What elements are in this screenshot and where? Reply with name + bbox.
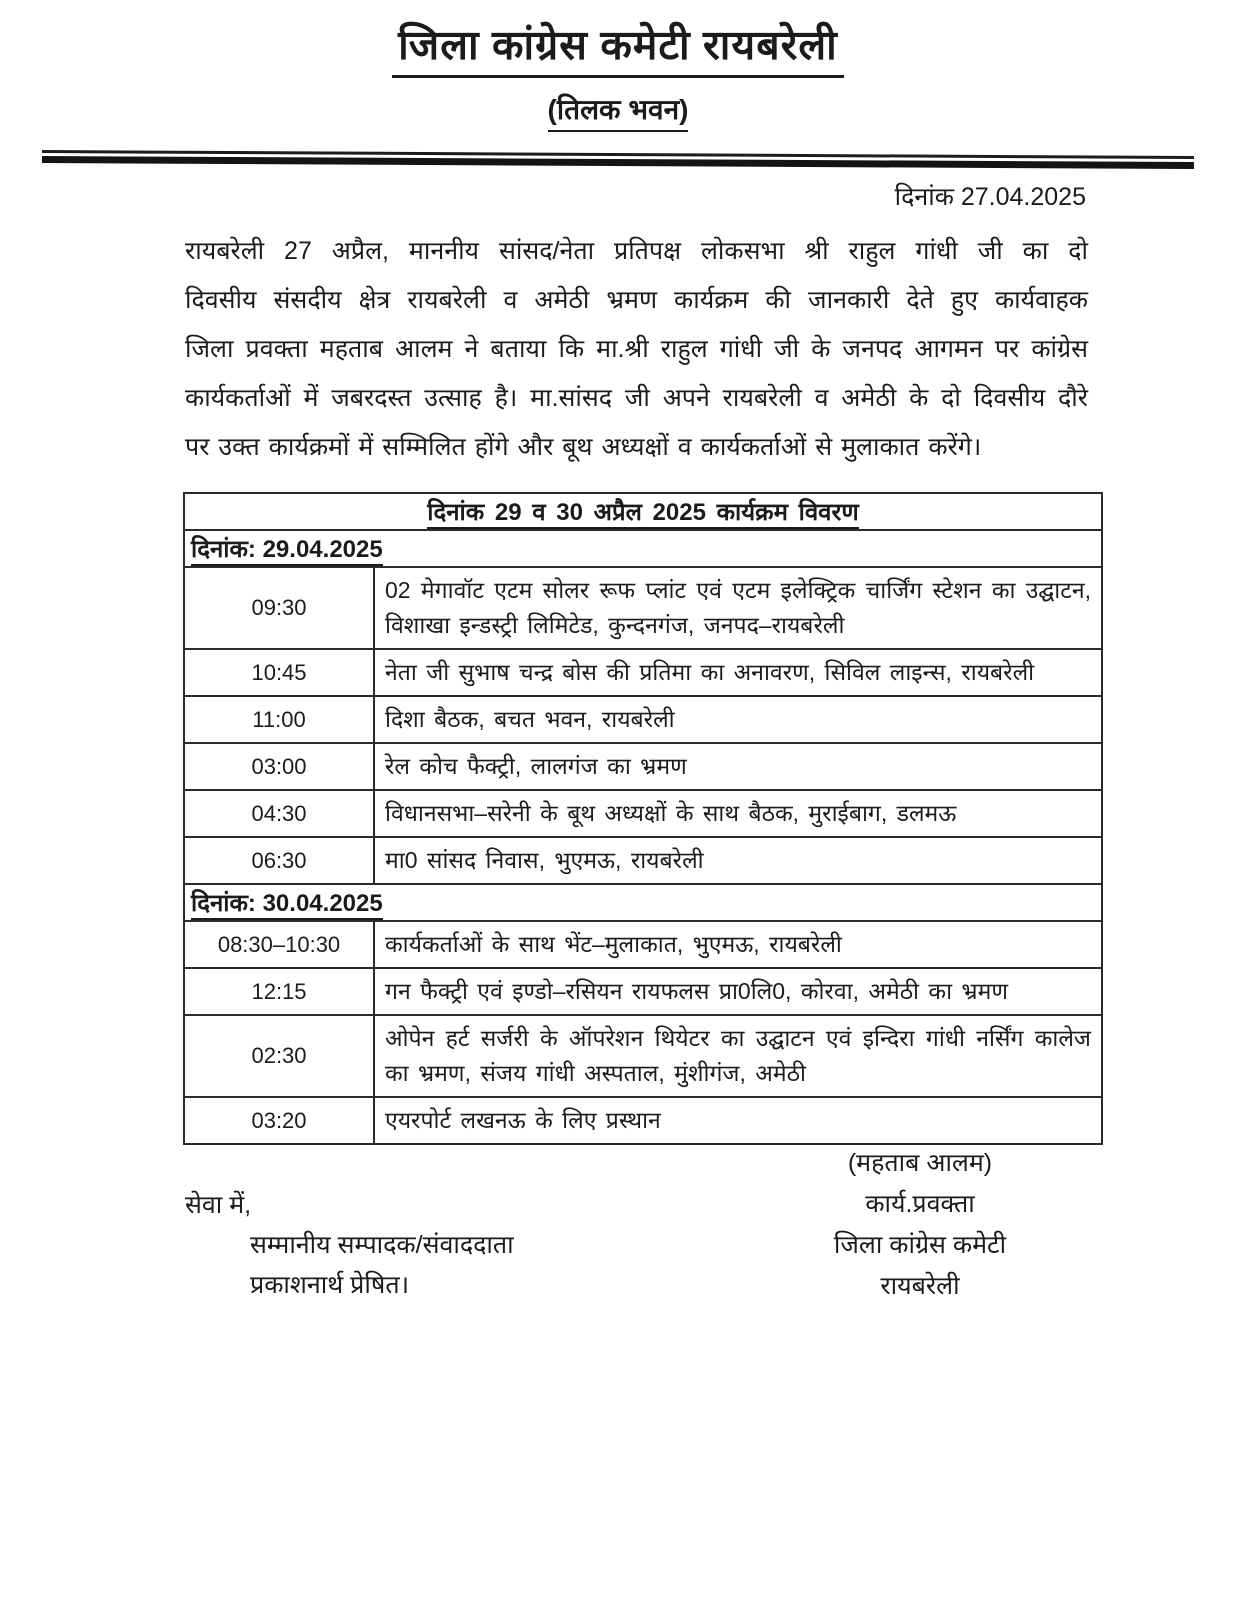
- table-row: [184, 1015, 1102, 1097]
- day2-date-label: दिनांक: 30.04.2025: [191, 890, 383, 920]
- event-description: दिशा बैठक, बचत भवन, रायबरेली: [374, 696, 1102, 743]
- table-row: [184, 921, 1102, 968]
- signature-block: [770, 1143, 1070, 1307]
- event-time: 02:30: [184, 1015, 374, 1097]
- signatory-name: (महताब आलम): [847, 1149, 993, 1177]
- day2-header-row: [184, 884, 1102, 921]
- table-title: दिनांक 29 व 30 अप्रैल 2025 कार्यक्रम विवरण: [427, 499, 858, 529]
- table-row: [184, 649, 1102, 696]
- event-description: रेल कोच फैक्ट्री, लालगंज का भ्रमण: [374, 743, 1102, 790]
- event-time: 04:30: [184, 790, 374, 837]
- event-time: 08:30–10:30: [184, 921, 374, 968]
- event-description: कार्यकर्ताओं के साथ भेंट–मुलाकात, भुएमऊ, रायबरेली: [374, 921, 1102, 968]
- event-time: 06:30: [184, 837, 374, 884]
- header-divider: [42, 150, 1194, 169]
- table-row: [184, 696, 1102, 743]
- event-description: एयरपोर्ट लखनऊ के लिए प्रस्थान: [374, 1097, 1102, 1144]
- event-time: 10:45: [184, 649, 374, 696]
- paragraph-line: जिला प्रवक्ता महताब आलम ने बताया कि मा.श्री राहुल गांधी जी के जनपद आगमन पर कांग्रेस: [185, 335, 1088, 363]
- document-date: दिनांक 27.04.2025: [894, 183, 1086, 211]
- body-paragraph: [185, 227, 1088, 472]
- day1-header-row: [184, 530, 1102, 567]
- event-description: गन फैक्ट्री एवं इण्डो–रसियन रायफलस प्रा0लि0, कोरवा, अमेठी का भ्रमण: [374, 968, 1102, 1015]
- day1-date-label: दिनांक: 29.04.2025: [191, 536, 383, 566]
- event-description: 02 मेगावॉट एटम सोलर रूफ प्लांट एवं एटम इलेक्ट्रिक चार्जिंग स्टेशन का उद्घाटन, विशाखा इन्डस्ट्री लिमिटेड, कुन्दनगंज, जनपद–रायबरेली: [374, 567, 1102, 649]
- closing-note: प्रकाशनार्थ प्रेषित।: [250, 1271, 410, 1299]
- schedule-table: [183, 492, 1103, 1145]
- signatory-place: रायबरेली: [880, 1272, 960, 1300]
- event-time: 11:00: [184, 696, 374, 743]
- event-description: मा0 सांसद निवास, भुएमऊ, रायबरेली: [374, 837, 1102, 884]
- table-row: [184, 790, 1102, 837]
- document-header: [0, 0, 1236, 132]
- event-description: विधानसभा–सरेनी के बूथ अध्यक्षों के साथ बैठक, मुराईबाग, डलमऊ: [374, 790, 1102, 837]
- page-subtitle: (तिलक भवन): [548, 90, 689, 132]
- event-description: ओपेन हर्ट सर्जरी के ऑपरेशन थियेटर का उद्घाटन एवं इन्दिरा गांधी नर्सिंग कालेज का भ्रमण, संजय गांधी अस्पताल, मुंशीगंज, अमेठी: [374, 1015, 1102, 1097]
- closing-addressee: सम्मानीय सम्पादक/संवाददाता: [250, 1231, 514, 1259]
- table-row: [184, 743, 1102, 790]
- table-row: [184, 837, 1102, 884]
- closing-block: [185, 1185, 1236, 1305]
- signatory-organization: जिला कांग्रेस कमेटी: [833, 1231, 1007, 1259]
- closing-salutation: सेवा में,: [185, 1191, 252, 1219]
- event-time: 12:15: [184, 968, 374, 1015]
- paragraph-line: पर उक्त कार्यक्रमों में सम्मिलित होंगे और बूथ अध्यक्षों व कार्यकर्ताओं से मुलाकात करेंगे।: [185, 433, 982, 461]
- paragraph-line: कार्यकर्ताओं में जबरदस्त उत्साह है। मा.सांसद जी अपने रायबरेली व अमेठी के दो दिवसीय दौरे: [185, 384, 1088, 412]
- signatory-designation: कार्य.प्रवक्ता: [865, 1190, 975, 1218]
- paragraph-line: दिवसीय संसदीय क्षेत्र रायबरेली व अमेठी भ्रमण कार्यक्रम की जानकारी देते हुए कार्यवाहक: [185, 286, 1088, 314]
- page-title: जिला कांग्रेस कमेटी रायबरेली: [392, 16, 844, 78]
- event-time: 03:20: [184, 1097, 374, 1144]
- event-time: 09:30: [184, 567, 374, 649]
- event-description: नेता जी सुभाष चन्द्र बोस की प्रतिमा का अनावरण, सिविल लाइन्स, रायबरेली: [374, 649, 1102, 696]
- table-row: [184, 968, 1102, 1015]
- table-title-row: [184, 493, 1102, 530]
- table-row: [184, 567, 1102, 649]
- table-row: [184, 1097, 1102, 1144]
- event-time: 03:00: [184, 743, 374, 790]
- paragraph-line: रायबरेली 27 अप्रैल, माननीय सांसद/नेता प्रतिपक्ष लोकसभा श्री राहुल गांधी जी का दो: [185, 237, 1088, 265]
